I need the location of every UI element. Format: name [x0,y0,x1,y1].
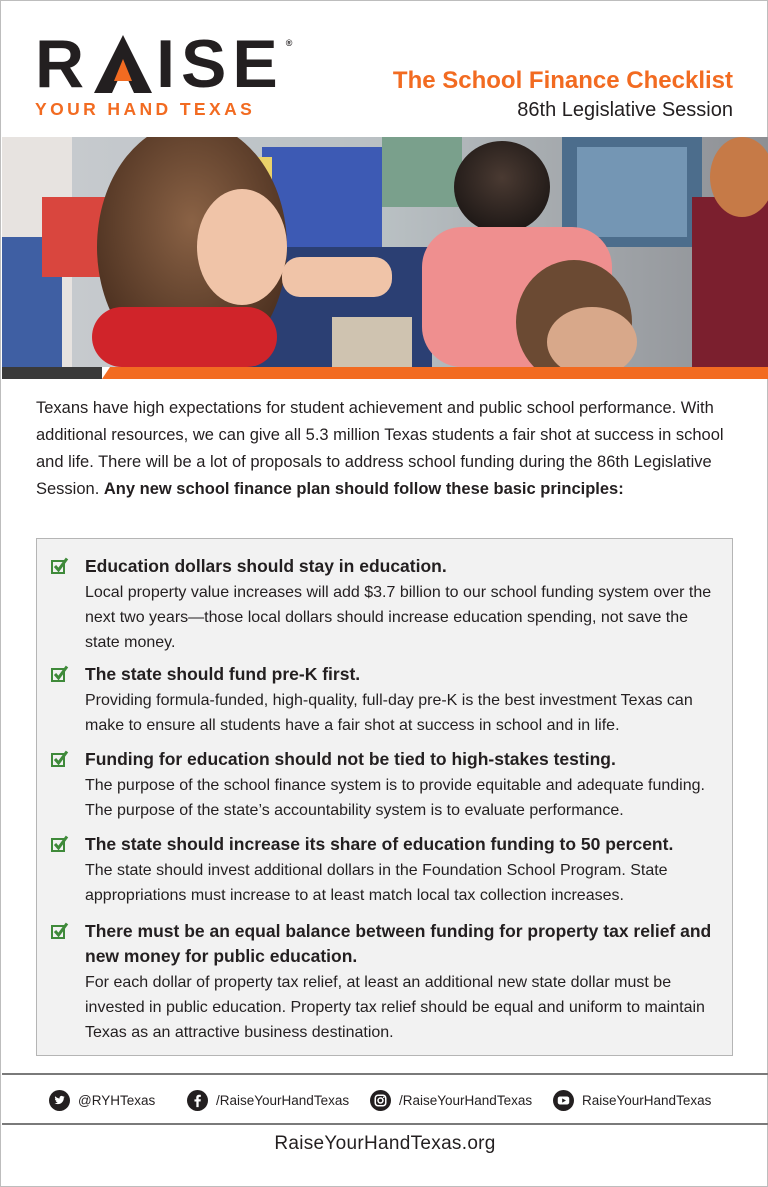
checklist-heading: The state should fund pre-K first. [85,664,361,684]
checklist-body: Local property value increases will add $3.7 billion to our school funding system over the next two years—those local dollars should increase education spending, not save the state money. [85,584,712,651]
logo-letter: R [35,26,91,102]
checkbox-checked-icon [51,835,69,853]
principles-checklist [36,538,733,1056]
facebook-icon [187,1090,208,1111]
facebook-handle: /RaiseYourHandTexas [216,1092,350,1108]
logo-a-mark-icon [94,35,152,93]
checkbox-checked-icon [51,750,69,768]
website-link[interactable]: RaiseYourHandTexas.org [274,1133,496,1154]
logo-letter: S [181,26,233,102]
instagram-icon [370,1090,391,1111]
twitter-handle: @RYHTexas [78,1092,156,1108]
intro-text: Texans have high expectations for student achievement and public school performance. With additional resources, we can give all 5.3 million Texas students a fair shot at success in school and life. There will be a lot of proposals to address school funding during the 86th Legislative Session. [36,399,724,498]
intro-paragraph [36,395,736,503]
checklist-body: Providing formula-funded, high-quality, full-day pre-K is the best investment Texas can make to ensure all students have a fair shot at success in school and in life. [85,692,693,734]
checklist-heading: The state should increase its share of education funding to 50 percent. [85,834,674,854]
logo-letter: E [232,26,284,102]
checklist-body: The state should invest additional dollars in the Foundation School Program. State appropriations must increase to at least match local tax collection increases. [85,862,668,904]
logo-tagline: YOUR HAND TEXAS [35,99,256,119]
logo-wordmark [35,26,297,102]
raise-your-hand-texas-logo[interactable] [35,26,297,120]
youtube-link[interactable] [553,1085,711,1115]
checkbox-checked-icon [51,922,69,940]
instagram-handle: /RaiseYourHandTexas [399,1092,533,1108]
checkbox-checked-icon [51,557,69,575]
checklist-body: The purpose of the school finance system is to provide equitable and adequate funding. The purpose of the state’s accountability system is to evaluate performance. [85,777,705,819]
registered-mark: ® [285,38,293,48]
checklist-body: For each dollar of property tax relief, at least an additional new state dollar must be invested in public education. Property tax relief should be equal and uniform to maintain Texas as an attractive business destination. [85,974,705,1041]
youtube-icon [553,1090,574,1111]
checkbox-checked-icon [51,665,69,683]
intro-emphasis: Any new school finance plan should follow these basic principles: [103,480,624,498]
footer-divider [2,1073,768,1075]
instagram-link[interactable] [370,1085,532,1115]
footer-divider [2,1123,768,1125]
youtube-handle: RaiseYourHandTexas [582,1092,712,1108]
twitter-link[interactable] [49,1085,155,1115]
checklist-heading: Funding for education should not be tied to high-stakes testing. [85,749,616,769]
accent-stripe [2,367,768,379]
twitter-icon [49,1090,70,1111]
page-subtitle: 86th Legislative Session [517,99,733,121]
classroom-children-photo [2,137,768,367]
page-title: The School Finance Checklist [392,67,733,94]
checklist-heading: Education dollars should stay in education. [85,556,447,576]
header-title-block [393,67,733,124]
logo-letter: I [156,26,182,102]
checklist-heading: There must be an equal balance between funding for property tax relief and new money for public education. [85,921,712,966]
facebook-link[interactable] [187,1085,349,1115]
